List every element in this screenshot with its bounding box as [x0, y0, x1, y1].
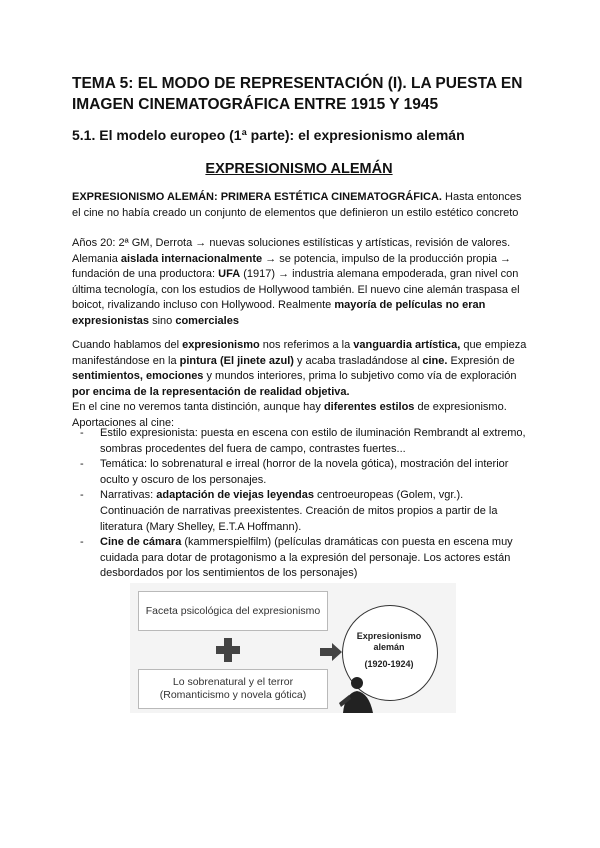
expressionism-paragraph [72, 338, 532, 432]
list-item [80, 457, 530, 488]
bold-run: cine. [422, 354, 448, 367]
list-item-lead: Narrativas: [100, 489, 157, 502]
intro-bold-lead: EXPRESIONISMO ALEMÁN: PRIMERA ESTÉTICA CINEMATOGRÁFICA. [72, 191, 442, 203]
supernatural-terror-box: Lo sobrenatural y el terror (Romanticismo y novela gótica) [138, 669, 328, 709]
list-item [80, 535, 530, 582]
bold-run: UFA [218, 268, 241, 281]
list-item-text: (kammerspielfilm) (películas dramáticas con puesta en escena muy cuidada para dotar de protagonismo a la expresión del personaje. Los actores están desbordados por los sentimientos de los personajes) [100, 536, 513, 580]
para-line [72, 400, 532, 416]
para-line: Aportaciones al cine: [72, 416, 175, 429]
figure-silhouette-icon [335, 673, 375, 713]
text-run: Expresión de [447, 354, 515, 367]
dash-bullet: - [80, 458, 84, 471]
text-run: (1917) → industria alemana empoderada, gran nivel con última tecnología, con los estudios de Hollywood también. El nuevo cine alemán traspasa el boicot, rivalizando incluso con Hollywood. Realmente [72, 268, 520, 312]
document-title: TEMA 5: EL MODO DE REPRESENTACIÓN (I). LA PUESTA EN IMAGEN CINEMATOGRÁFICA ENTRE 1915 Y 1945 [72, 75, 523, 113]
text-run: → se potencia, impulso de la producción propia → fundación de una productora: [72, 252, 511, 281]
bold-run: pintura (El jinete azul) [179, 354, 294, 367]
context-paragraph [72, 236, 532, 330]
bold-run: expresionismo [182, 339, 260, 351]
list-item [80, 426, 530, 457]
expressionism-diagram [130, 583, 456, 713]
text-run: nos referimos a la [259, 339, 354, 351]
list-item [80, 488, 530, 535]
text-run: sino [149, 314, 176, 327]
psychological-facet-box: Faceta psicológica del expresionismo [138, 591, 328, 631]
bold-run: vanguardia artística, [353, 339, 461, 351]
bold-run: diferentes estilos [323, 401, 415, 414]
plus-icon [216, 638, 240, 662]
section-heading: EXPRESIONISMO ALEMÁN [205, 161, 393, 177]
list-item-text: Estilo expresionista: puesta en escena con estilo de iluminación Rembrandt al extremo, sombras procedentes del fuera de campo, contrastes fuertes... [100, 427, 526, 455]
list-item-bold: adaptación de viejas leyendas [156, 489, 314, 502]
list-item-text: Temática: lo sobrenatural e irreal (horror de la novela gótica), mostración del interior oculto y oscuro de los personajes. [100, 458, 509, 486]
circle-title: Expresionismo alemán [356, 631, 422, 652]
list-item-bold: Cine de cámara [100, 536, 182, 549]
arrow-right-icon [320, 643, 342, 661]
contributions-list [80, 426, 530, 582]
text-run: y acaba trasladándose al [293, 354, 423, 367]
dash-bullet: - [80, 427, 84, 439]
text-run: Cuando hablamos del [72, 339, 183, 351]
text-run: que empieza manifestándose en la [72, 339, 527, 367]
dash-bullet: - [80, 489, 84, 502]
bold-run: sentimientos, emociones [72, 370, 204, 383]
text-run: Años 20: 2ª GM, Derrota → nuevas soluciones estilísticas y artísticas, revisión de valores. Alemania [72, 237, 511, 265]
circle-years: (1920-1924) [364, 659, 414, 669]
bold-run: comerciales [175, 314, 239, 327]
bold-run: por encima de la representación de realidad objetiva. [72, 385, 350, 398]
intro-text: Hasta entonces el cine no había creado un conjunto de elementos que definieron un estilo estético concreto [72, 191, 522, 219]
bold-run: aislada internacionalmente [120, 252, 263, 265]
bold-run: mayoría de películas no eran expresionistas [72, 299, 486, 327]
para-line [72, 338, 532, 400]
section-subtitle: 5.1. El modelo europeo (1ª parte): el expresionismo alemán [72, 127, 465, 143]
text-run: y mundos interiores, prima lo subjetivo como vía de exploración [203, 370, 517, 383]
dash-bullet: - [80, 536, 84, 549]
text-run: En el cine no veremos tanta distinción, aunque hay [72, 401, 324, 414]
list-item-text: centroeuropeas (Golem, vgr.). Continuación de narrativas preexistentes. Creación de mitos propios a partir de la literatura (Mary Shelley, E.T.A Hoffmann). [100, 489, 498, 533]
intro-paragraph [72, 190, 532, 221]
text-run: de expresionismo. [414, 401, 507, 414]
